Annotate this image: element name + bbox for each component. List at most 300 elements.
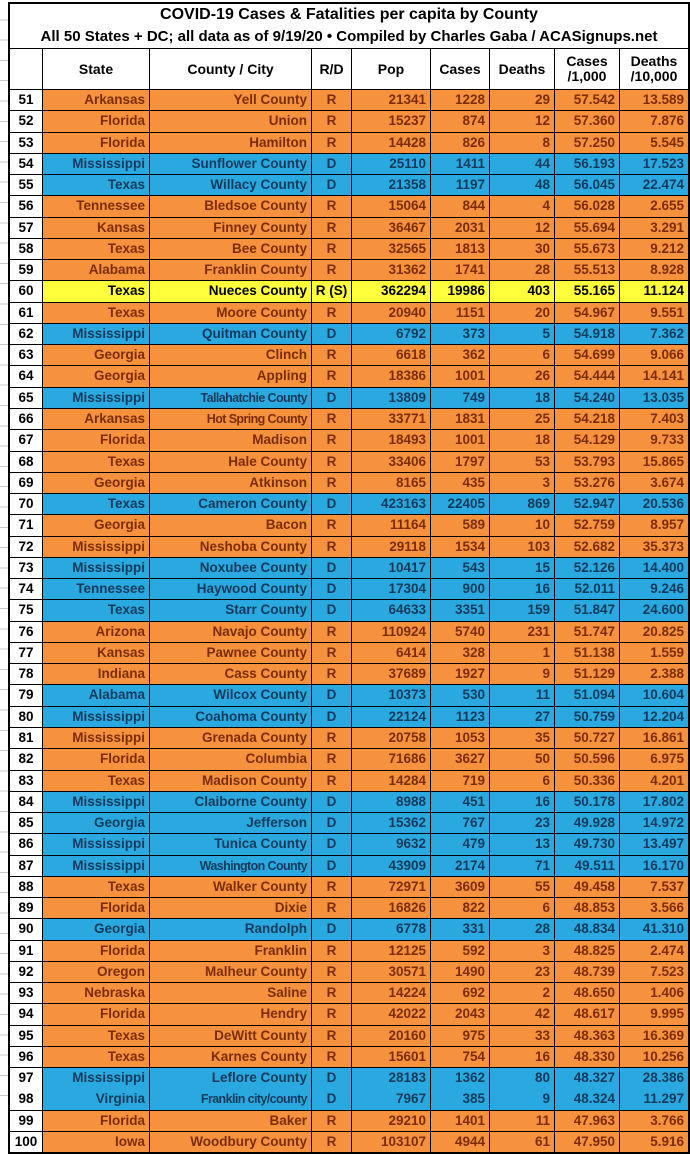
party-cell[interactable]: R [312,90,352,110]
party-cell[interactable]: D [312,834,352,854]
cases-cell[interactable]: 1534 [431,537,490,557]
rank-cell[interactable]: 53 [10,133,43,153]
state-cell[interactable]: Florida [43,898,150,918]
cases-cell[interactable]: 5740 [431,622,490,642]
deaths-per-10000-cell[interactable]: 3.291 [620,218,688,238]
party-cell[interactable]: D [312,388,352,408]
cases-cell[interactable]: 2043 [431,1004,490,1024]
cases-cell[interactable]: 1123 [431,707,490,727]
deaths-cell[interactable]: 53 [490,452,555,472]
deaths-per-10000-cell[interactable]: 3.766 [620,1111,688,1131]
cases-per-1000-cell[interactable]: 50.759 [555,707,620,727]
rank-cell[interactable]: 77 [10,643,43,663]
deaths-per-10000-cell[interactable]: 10.604 [620,685,688,705]
state-cell[interactable]: Mississippi [43,834,150,854]
deaths-cell[interactable]: 71 [490,856,555,876]
deaths-cell[interactable]: 5 [490,324,555,344]
rank-cell[interactable]: 91 [10,941,43,961]
cases-per-1000-cell[interactable]: 48.327 [555,1068,620,1088]
population-cell[interactable]: 20758 [352,728,431,748]
rank-cell[interactable]: 55 [10,175,43,195]
party-cell[interactable]: D [312,324,352,344]
deaths-cell[interactable]: 48 [490,175,555,195]
cases-cell[interactable]: 19986 [431,281,490,301]
column-header-rd[interactable]: R/D [312,49,352,89]
column-header-cases[interactable]: Cases [431,49,490,89]
party-cell[interactable]: D [312,579,352,599]
cases-per-1000-cell[interactable]: 53.793 [555,452,620,472]
county-cell[interactable]: Karnes County [150,1047,312,1067]
county-cell[interactable]: Haywood County [150,579,312,599]
cases-per-1000-cell[interactable]: 54.918 [555,324,620,344]
deaths-per-10000-cell[interactable]: 9.246 [620,579,688,599]
state-cell[interactable]: Texas [43,303,150,323]
deaths-cell[interactable]: 1 [490,643,555,663]
deaths-per-10000-cell[interactable]: 2.388 [620,664,688,684]
deaths-per-10000-cell[interactable]: 16.170 [620,856,688,876]
deaths-per-10000-cell[interactable]: 20.825 [620,622,688,642]
cases-cell[interactable]: 592 [431,941,490,961]
deaths-cell[interactable]: 42 [490,1004,555,1024]
cases-per-1000-cell[interactable]: 56.193 [555,154,620,174]
column-header-deaths-per-10000[interactable]: Deaths /10,000 [620,49,688,89]
cases-cell[interactable]: 749 [431,388,490,408]
population-cell[interactable]: 30571 [352,962,431,982]
county-cell[interactable]: DeWitt County [150,1026,312,1046]
county-cell[interactable]: Hale County [150,452,312,472]
cases-per-1000-cell[interactable]: 50.178 [555,792,620,812]
deaths-per-10000-cell[interactable]: 8.928 [620,260,688,280]
state-cell[interactable]: Mississippi [43,324,150,344]
party-cell[interactable]: R [312,345,352,365]
cases-cell[interactable]: 22405 [431,494,490,514]
cases-per-1000-cell[interactable]: 52.947 [555,494,620,514]
party-cell[interactable]: R [312,133,352,153]
deaths-per-10000-cell[interactable]: 7.403 [620,409,688,429]
rank-cell[interactable]: 94 [10,1004,43,1024]
state-cell[interactable]: Texas [43,1026,150,1046]
column-header-cases-per-1000[interactable]: Cases /1,000 [555,49,620,89]
cases-cell[interactable]: 530 [431,685,490,705]
state-cell[interactable]: Texas [43,281,150,301]
cases-cell[interactable]: 822 [431,898,490,918]
party-cell[interactable]: R [312,430,352,450]
cases-cell[interactable]: 373 [431,324,490,344]
rank-cell[interactable]: 64 [10,366,43,386]
deaths-per-10000-cell[interactable]: 7.523 [620,962,688,982]
rank-cell[interactable]: 85 [10,813,43,833]
county-cell[interactable]: Franklin County [150,260,312,280]
state-cell[interactable]: Georgia [43,515,150,535]
deaths-per-10000-cell[interactable]: 24.600 [620,600,688,620]
state-cell[interactable]: Georgia [43,366,150,386]
cases-per-1000-cell[interactable]: 49.928 [555,813,620,833]
county-cell[interactable]: Willacy County [150,175,312,195]
county-cell[interactable]: Bee County [150,239,312,259]
county-cell[interactable]: Hot Spring County [150,409,312,429]
rank-cell[interactable]: 62 [10,324,43,344]
state-cell[interactable]: Indiana [43,664,150,684]
population-cell[interactable]: 25110 [352,154,431,174]
deaths-cell[interactable]: 28 [490,260,555,280]
cases-cell[interactable]: 826 [431,133,490,153]
rank-cell[interactable]: 87 [10,856,43,876]
state-cell[interactable]: Texas [43,771,150,791]
county-cell[interactable]: Nueces County [150,281,312,301]
cases-cell[interactable]: 362 [431,345,490,365]
party-cell[interactable]: D [312,175,352,195]
state-cell[interactable]: Florida [43,111,150,131]
rank-cell[interactable]: 96 [10,1047,43,1067]
state-cell[interactable]: Texas [43,175,150,195]
cases-cell[interactable]: 385 [431,1089,490,1109]
rank-cell[interactable]: 82 [10,749,43,769]
population-cell[interactable]: 20160 [352,1026,431,1046]
deaths-per-10000-cell[interactable]: 20.536 [620,494,688,514]
deaths-per-10000-cell[interactable]: 3.566 [620,898,688,918]
population-cell[interactable]: 29118 [352,537,431,557]
party-cell[interactable]: R [312,962,352,982]
cases-per-1000-cell[interactable]: 57.542 [555,90,620,110]
party-cell[interactable]: D [312,813,352,833]
cases-cell[interactable]: 1741 [431,260,490,280]
deaths-per-10000-cell[interactable]: 3.674 [620,473,688,493]
population-cell[interactable]: 71686 [352,749,431,769]
state-cell[interactable]: Mississippi [43,707,150,727]
deaths-cell[interactable]: 3 [490,941,555,961]
party-cell[interactable]: R [312,366,352,386]
county-cell[interactable]: Union [150,111,312,131]
cases-per-1000-cell[interactable]: 48.363 [555,1026,620,1046]
rank-cell[interactable]: 73 [10,558,43,578]
party-cell[interactable]: R [312,196,352,216]
cases-cell[interactable]: 3609 [431,877,490,897]
cases-per-1000-cell[interactable]: 57.360 [555,111,620,131]
population-cell[interactable]: 17304 [352,579,431,599]
party-cell[interactable]: R [312,877,352,897]
population-cell[interactable]: 29210 [352,1111,431,1131]
cases-cell[interactable]: 479 [431,834,490,854]
party-cell[interactable]: R [312,728,352,748]
rank-cell[interactable]: 88 [10,877,43,897]
cases-cell[interactable]: 1927 [431,664,490,684]
cases-cell[interactable]: 1797 [431,452,490,472]
county-cell[interactable]: Finney County [150,218,312,238]
deaths-cell[interactable]: 29 [490,90,555,110]
cases-per-1000-cell[interactable]: 49.730 [555,834,620,854]
rank-cell[interactable]: 93 [10,983,43,1003]
population-cell[interactable]: 36467 [352,218,431,238]
cases-per-1000-cell[interactable]: 48.825 [555,941,620,961]
cases-per-1000-cell[interactable]: 48.853 [555,898,620,918]
population-cell[interactable]: 103107 [352,1132,431,1152]
county-cell[interactable]: Pawnee County [150,643,312,663]
rank-cell[interactable]: 81 [10,728,43,748]
column-header-state[interactable]: State [43,49,150,89]
population-cell[interactable]: 110924 [352,622,431,642]
population-cell[interactable]: 14284 [352,771,431,791]
deaths-cell[interactable]: 2 [490,983,555,1003]
deaths-cell[interactable]: 3 [490,473,555,493]
county-cell[interactable]: Neshoba County [150,537,312,557]
county-cell[interactable]: Sunflower County [150,154,312,174]
cases-cell[interactable]: 435 [431,473,490,493]
cases-per-1000-cell[interactable]: 48.330 [555,1047,620,1067]
cases-cell[interactable]: 1197 [431,175,490,195]
cases-per-1000-cell[interactable]: 56.028 [555,196,620,216]
population-cell[interactable]: 20940 [352,303,431,323]
party-cell[interactable]: R [312,622,352,642]
population-cell[interactable]: 8988 [352,792,431,812]
deaths-per-10000-cell[interactable]: 14.972 [620,813,688,833]
population-cell[interactable]: 64633 [352,600,431,620]
party-cell[interactable]: R [312,1047,352,1067]
rank-cell[interactable]: 68 [10,452,43,472]
state-cell[interactable]: Alabama [43,685,150,705]
county-cell[interactable]: Starr County [150,600,312,620]
deaths-cell[interactable]: 16 [490,1047,555,1067]
county-cell[interactable]: Moore County [150,303,312,323]
state-cell[interactable]: Florida [43,133,150,153]
deaths-cell[interactable]: 12 [490,111,555,131]
state-cell[interactable]: Tennessee [43,196,150,216]
cases-per-1000-cell[interactable]: 47.963 [555,1111,620,1131]
rank-cell[interactable]: 56 [10,196,43,216]
rank-cell[interactable]: 100 [10,1132,43,1152]
population-cell[interactable]: 21358 [352,175,431,195]
deaths-per-10000-cell[interactable]: 1.559 [620,643,688,663]
county-cell[interactable]: Woodbury County [150,1132,312,1152]
state-cell[interactable]: Georgia [43,919,150,939]
deaths-cell[interactable]: 6 [490,898,555,918]
deaths-cell[interactable]: 15 [490,558,555,578]
rank-cell[interactable]: 63 [10,345,43,365]
county-cell[interactable]: Walker County [150,877,312,897]
deaths-per-10000-cell[interactable]: 11.297 [620,1089,688,1109]
column-header-county[interactable]: County / City [150,49,312,89]
cases-per-1000-cell[interactable]: 54.240 [555,388,620,408]
state-cell[interactable]: Mississippi [43,792,150,812]
party-cell[interactable]: D [312,792,352,812]
cases-per-1000-cell[interactable]: 48.739 [555,962,620,982]
cases-cell[interactable]: 1001 [431,366,490,386]
party-cell[interactable]: R [312,1111,352,1131]
cases-per-1000-cell[interactable]: 52.011 [555,579,620,599]
population-cell[interactable]: 28183 [352,1068,431,1088]
county-cell[interactable]: Quitman County [150,324,312,344]
rank-cell[interactable]: 52 [10,111,43,131]
population-cell[interactable]: 10417 [352,558,431,578]
party-cell[interactable]: R [312,1132,352,1152]
deaths-cell[interactable]: 18 [490,388,555,408]
deaths-cell[interactable]: 11 [490,1111,555,1131]
cases-cell[interactable]: 975 [431,1026,490,1046]
cases-cell[interactable]: 589 [431,515,490,535]
cases-per-1000-cell[interactable]: 48.650 [555,983,620,1003]
state-cell[interactable]: Kansas [43,218,150,238]
deaths-cell[interactable]: 23 [490,813,555,833]
party-cell[interactable]: R [312,111,352,131]
cases-per-1000-cell[interactable]: 54.699 [555,345,620,365]
cases-cell[interactable]: 754 [431,1047,490,1067]
deaths-cell[interactable]: 30 [490,239,555,259]
party-cell[interactable]: R [312,473,352,493]
state-cell[interactable]: Mississippi [43,728,150,748]
county-cell[interactable]: Washington County [150,856,312,876]
county-cell[interactable]: Malheur County [150,962,312,982]
rank-cell[interactable]: 86 [10,834,43,854]
party-cell[interactable]: D [312,919,352,939]
county-cell[interactable]: Randolph [150,919,312,939]
column-header-deaths[interactable]: Deaths [490,49,555,89]
deaths-cell[interactable]: 231 [490,622,555,642]
party-cell[interactable]: D [312,707,352,727]
deaths-cell[interactable]: 28 [490,919,555,939]
rank-cell[interactable]: 98 [10,1089,43,1109]
population-cell[interactable]: 42022 [352,1004,431,1024]
county-cell[interactable]: Tallahatchie County [150,388,312,408]
column-header-rank[interactable] [10,49,43,89]
population-cell[interactable]: 9632 [352,834,431,854]
county-cell[interactable]: Tunica County [150,834,312,854]
state-cell[interactable]: Mississippi [43,154,150,174]
population-cell[interactable]: 18493 [352,430,431,450]
party-cell[interactable]: R [312,409,352,429]
cases-cell[interactable]: 767 [431,813,490,833]
cases-per-1000-cell[interactable]: 55.165 [555,281,620,301]
rank-cell[interactable]: 74 [10,579,43,599]
population-cell[interactable]: 362294 [352,281,431,301]
deaths-cell[interactable]: 80 [490,1068,555,1088]
rank-cell[interactable]: 57 [10,218,43,238]
cases-per-1000-cell[interactable]: 54.218 [555,409,620,429]
state-cell[interactable]: Arizona [43,622,150,642]
column-header-pop[interactable]: Pop [352,49,431,89]
cases-per-1000-cell[interactable]: 51.847 [555,600,620,620]
cases-cell[interactable]: 1228 [431,90,490,110]
state-cell[interactable]: Texas [43,877,150,897]
deaths-cell[interactable]: 9 [490,664,555,684]
deaths-per-10000-cell[interactable]: 13.035 [620,388,688,408]
cases-per-1000-cell[interactable]: 56.045 [555,175,620,195]
cases-per-1000-cell[interactable]: 57.250 [555,133,620,153]
party-cell[interactable]: D [312,154,352,174]
deaths-per-10000-cell[interactable]: 35.373 [620,537,688,557]
state-cell[interactable]: Texas [43,452,150,472]
state-cell[interactable]: Arkansas [43,409,150,429]
county-cell[interactable]: Madison County [150,771,312,791]
population-cell[interactable]: 18386 [352,366,431,386]
deaths-per-10000-cell[interactable]: 7.537 [620,877,688,897]
deaths-cell[interactable]: 12 [490,218,555,238]
rank-cell[interactable]: 90 [10,919,43,939]
county-cell[interactable]: Hamilton [150,133,312,153]
cases-per-1000-cell[interactable]: 47.950 [555,1132,620,1152]
party-cell[interactable]: R [312,303,352,323]
county-cell[interactable]: Appling [150,366,312,386]
population-cell[interactable]: 13809 [352,388,431,408]
rank-cell[interactable]: 69 [10,473,43,493]
state-cell[interactable]: Iowa [43,1132,150,1152]
county-cell[interactable]: Navajo County [150,622,312,642]
county-cell[interactable]: Wilcox County [150,685,312,705]
rank-cell[interactable]: 66 [10,409,43,429]
state-cell[interactable]: Arkansas [43,90,150,110]
state-cell[interactable]: Georgia [43,345,150,365]
cases-cell[interactable]: 3627 [431,749,490,769]
population-cell[interactable]: 15362 [352,813,431,833]
cases-per-1000-cell[interactable]: 54.129 [555,430,620,450]
county-cell[interactable]: Coahoma County [150,707,312,727]
cases-cell[interactable]: 543 [431,558,490,578]
rank-cell[interactable]: 80 [10,707,43,727]
cases-per-1000-cell[interactable]: 55.513 [555,260,620,280]
cases-cell[interactable]: 900 [431,579,490,599]
deaths-cell[interactable]: 33 [490,1026,555,1046]
deaths-cell[interactable]: 61 [490,1132,555,1152]
rank-cell[interactable]: 61 [10,303,43,323]
cases-per-1000-cell[interactable]: 51.747 [555,622,620,642]
population-cell[interactable]: 21341 [352,90,431,110]
rank-cell[interactable]: 51 [10,90,43,110]
deaths-per-10000-cell[interactable]: 16.861 [620,728,688,748]
cases-cell[interactable]: 874 [431,111,490,131]
party-cell[interactable]: R [312,749,352,769]
population-cell[interactable]: 16826 [352,898,431,918]
cases-cell[interactable]: 2031 [431,218,490,238]
population-cell[interactable]: 15601 [352,1047,431,1067]
deaths-cell[interactable]: 13 [490,834,555,854]
state-cell[interactable]: Alabama [43,260,150,280]
cases-per-1000-cell[interactable]: 52.682 [555,537,620,557]
county-cell[interactable]: Clinch [150,345,312,365]
population-cell[interactable]: 32565 [352,239,431,259]
rank-cell[interactable]: 92 [10,962,43,982]
rank-cell[interactable]: 84 [10,792,43,812]
party-cell[interactable]: R [312,983,352,1003]
rank-cell[interactable]: 54 [10,154,43,174]
state-cell[interactable]: Texas [43,494,150,514]
cases-per-1000-cell[interactable]: 50.596 [555,749,620,769]
rank-cell[interactable]: 89 [10,898,43,918]
deaths-per-10000-cell[interactable]: 5.545 [620,133,688,153]
deaths-per-10000-cell[interactable]: 16.369 [620,1026,688,1046]
county-cell[interactable]: Atkinson [150,473,312,493]
cases-per-1000-cell[interactable]: 52.126 [555,558,620,578]
deaths-cell[interactable]: 16 [490,579,555,599]
party-cell[interactable]: D [312,558,352,578]
rank-cell[interactable]: 71 [10,515,43,535]
deaths-cell[interactable]: 26 [490,366,555,386]
rank-cell[interactable]: 65 [10,388,43,408]
cases-per-1000-cell[interactable]: 52.759 [555,515,620,535]
party-cell[interactable]: R [312,260,352,280]
party-cell[interactable]: D [312,494,352,514]
cases-cell[interactable]: 1490 [431,962,490,982]
county-cell[interactable]: Leflore County [150,1068,312,1088]
county-cell[interactable]: Franklin city/county [150,1089,312,1109]
state-cell[interactable]: Florida [43,749,150,769]
deaths-cell[interactable]: 159 [490,600,555,620]
cases-per-1000-cell[interactable]: 54.444 [555,366,620,386]
deaths-cell[interactable]: 403 [490,281,555,301]
cases-per-1000-cell[interactable]: 49.458 [555,877,620,897]
county-cell[interactable]: Madison [150,430,312,450]
deaths-cell[interactable]: 11 [490,685,555,705]
rank-cell[interactable]: 60 [10,281,43,301]
state-cell[interactable]: Texas [43,239,150,259]
deaths-cell[interactable]: 27 [490,707,555,727]
